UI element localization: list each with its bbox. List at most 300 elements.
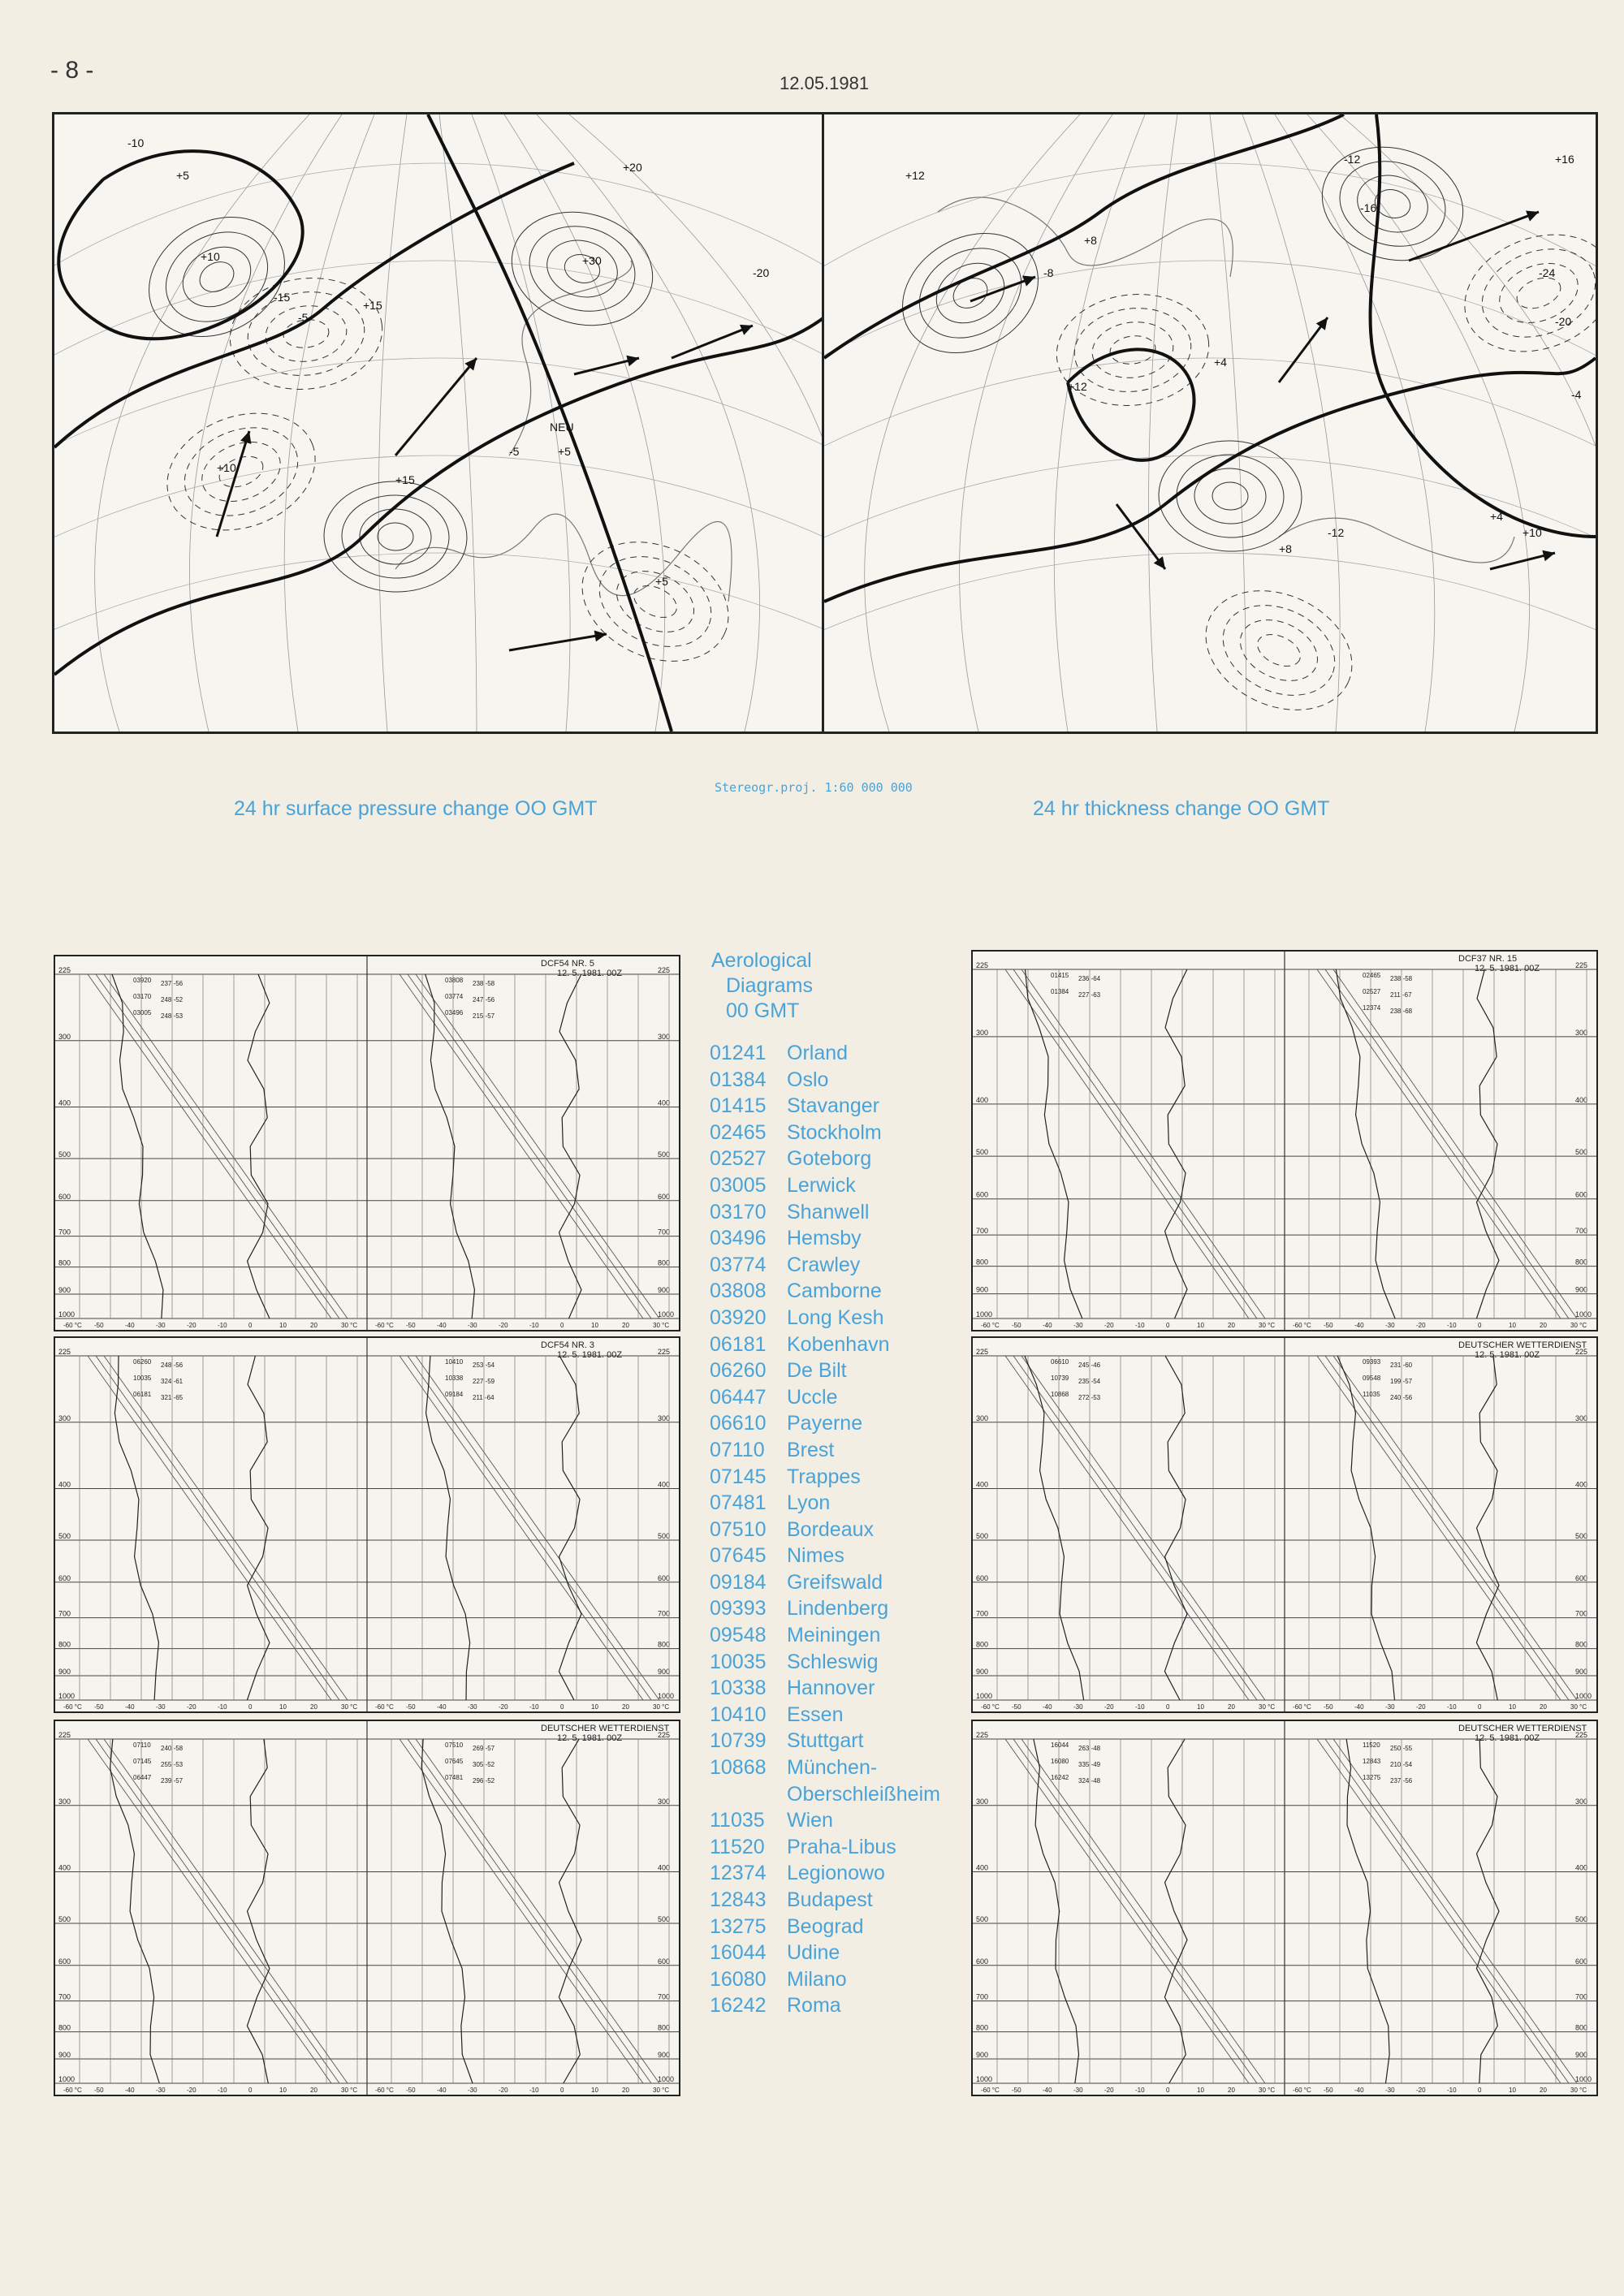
temperature-tick: -60 °C [981,1703,1000,1711]
parallel-line [54,163,824,732]
pressure-label-right: 600 [658,1573,671,1582]
station-name: Uccle [787,1385,838,1409]
pressure-label-right: 900 [658,2051,671,2060]
zero-isoline [1068,349,1194,460]
temperature-tick: 30 °C [341,1703,358,1711]
tropopause-value: 255 -53 [161,1761,184,1768]
temperature-tick: -50 [94,1703,104,1711]
pressure-label-left: 600 [58,1957,71,1966]
station-id: 07110 [133,1741,151,1749]
temperature-tick: -10 [1135,2087,1145,2094]
temperature-tick: -20 [187,1322,197,1329]
page-number: - 8 - [50,57,94,84]
pressure-label-right: 300 [658,1032,671,1041]
diagram-header: DCF54 NR. 5 [541,959,595,969]
pressure-label-left: 900 [58,1286,71,1295]
pressure-label-left: 300 [58,1797,71,1806]
isoline [563,520,748,684]
station-name: Payerne [787,1412,863,1435]
station-id: 01384 [1051,988,1069,995]
temperature-tick: 20 [1540,1322,1547,1329]
station-name: Lerwick [787,1173,856,1197]
station-id: 02465 [1363,972,1381,979]
temperature-tick: -30 [1073,2087,1083,2094]
tropopause-value: 238 -58 [1390,975,1413,982]
station-name: Beograd [787,1914,864,1938]
diagram-date: 12. 5. 1981. 00Z [1475,964,1540,973]
track-arrowhead [1316,317,1328,330]
pressure-label-right: 600 [1575,1957,1588,1966]
pressure-label-right: 900 [658,1668,671,1677]
station-row [710,1093,945,1120]
station-row [710,1357,945,1384]
tropopause-value: 250 -55 [1390,1745,1413,1752]
temperature-tick: -10 [1135,1703,1145,1711]
temperature-tick: 10 [1509,2087,1516,2094]
isoline-label: -20 [753,266,770,279]
aerological-diagram-1-graphic [55,956,679,1330]
station-id: 09393 [1363,1358,1381,1366]
station-legend [710,948,945,2019]
station-id: 03774 [445,993,464,1000]
station-code: 10739 [710,1729,767,1753]
temperature-tick: 30 °C [653,1703,670,1711]
station-row [710,1966,945,1993]
meridian-line [960,114,1112,732]
temperature-tick: 30 °C [341,2087,358,2094]
parallel-line [824,261,1596,732]
pressure-label-left: 600 [976,1957,989,1966]
tropopause-value: 245 -46 [1078,1362,1101,1369]
temperature-tick: 20 [1228,1703,1235,1711]
thickness-caption: 24 hr thickness change OO GMT [1033,797,1330,820]
pressure-label-right: 1000 [658,2075,675,2083]
station-name: Hemsby [787,1227,862,1250]
pressure-label-left: 900 [58,2051,71,2060]
station-id: 16044 [1051,1741,1069,1749]
temperature-tick: -10 [529,1703,539,1711]
station-code: 16080 [710,1967,767,1991]
station-code: 07481 [710,1491,767,1515]
temperature-tick: -60 °C [63,1322,82,1329]
isoline [585,539,726,663]
pressure-label-right: 500 [1575,1148,1588,1157]
zero-isoline [54,163,574,447]
pressure-label-right: 300 [658,1797,671,1806]
temperature-tick: -30 [156,1703,166,1711]
legend-title-line-1: Aerological [711,949,812,972]
tropopause-value: 238 -68 [1390,1008,1413,1015]
temperature-tick: 20 [310,2087,317,2094]
station-id: 03170 [133,993,152,1000]
pressure-label-right: 400 [658,1098,671,1107]
diagram-header: DEUTSCHER WETTERDIENST [541,1724,670,1733]
temperature-tick: -50 [1324,2087,1333,2094]
pressure-label-left: 600 [976,1190,989,1199]
tropopause-value: 269 -57 [473,1745,495,1752]
station-name: Budapest [787,1888,873,1911]
temperature-tick: 30 °C [341,1322,358,1329]
station-row [710,1860,945,1887]
station-row [710,1225,945,1252]
pressure-label-right: 600 [1575,1190,1588,1199]
parallel-line [54,553,824,732]
station-name: Stavanger [787,1094,879,1118]
temperature-tick: -20 [499,2087,508,2094]
temperature-tick: 30 °C [1570,1322,1587,1329]
station-name: Essen [787,1703,844,1726]
station-id: 10868 [1051,1391,1069,1398]
station-id: 01415 [1051,972,1069,979]
temperature-tick: 10 [1509,1703,1516,1711]
track-arrow [395,358,477,455]
temperature-tick: -20 [1416,2087,1426,2094]
station-name: Goteborg [787,1147,872,1171]
station-row [710,1754,945,1807]
pressure-label-right: 900 [658,1286,671,1295]
pressure-label-left: 1000 [976,1692,993,1700]
tropopause-value: 215 -57 [473,1012,495,1020]
isoline-label: +4 [1214,356,1227,369]
station-row [710,1067,945,1094]
pressure-label-right: 1000 [658,1310,675,1318]
station-code: 10035 [710,1650,767,1673]
isoline [1208,588,1350,712]
tropopause-value: 236 -64 [1078,975,1101,982]
temperature-tick: -60 °C [1293,2087,1311,2094]
isoline [172,412,311,532]
pressure-label-right: 900 [1575,1285,1588,1294]
temperature-tick: -10 [529,2087,539,2094]
temperature-tick: -20 [187,1703,197,1711]
isoline-label: +10 [201,250,220,263]
isoline-label: -16 [1360,201,1377,214]
station-name: Oslo [787,1068,829,1091]
temperature-tick: 0 [1478,2087,1482,2094]
isoline-label: +10 [217,461,236,474]
pressure-label-right: 400 [658,1863,671,1872]
zero-isoline [824,358,1596,602]
isoline-label: +20 [623,161,642,174]
station-row [710,1887,945,1914]
temperature-tick: 20 [1228,2087,1235,2094]
aerological-diagram-2-graphic [973,952,1596,1330]
station-name: Lyon [787,1491,831,1515]
station-name: Crawley [787,1253,861,1276]
station-code: 03774 [710,1253,767,1276]
temperature-tick: -50 [1012,1322,1021,1329]
station-id: 09548 [1363,1375,1381,1382]
pressure-label-left: 600 [58,1192,71,1201]
station-row [710,1199,945,1226]
temperature-tick: 30 °C [1570,2087,1587,2094]
isoline [1186,568,1371,732]
parallel-line [54,358,824,732]
station-id: 02527 [1363,988,1381,995]
temperature-tick: -60 °C [375,1703,394,1711]
station-id: 11035 [1363,1391,1380,1398]
isoline-label: +8 [1084,234,1097,247]
station-code: 10868 [710,1756,767,1780]
pressure-label-left: 700 [58,1609,71,1618]
temperature-tick: -40 [1043,1322,1052,1329]
pressure-label-left: 600 [976,1573,989,1582]
station-name: Wien [787,1809,833,1832]
pressure-label-left: 700 [976,1992,989,2001]
station-name: De Bilt [787,1359,847,1383]
station-id: 09184 [445,1391,464,1398]
track-arrow [509,634,607,650]
temperature-tick: -60 °C [375,2087,394,2094]
temperature-tick: -10 [1447,1703,1457,1711]
station-row [710,1437,945,1464]
station-name: Kobenhavn [787,1332,890,1356]
temperature-tick: -60 °C [375,1322,394,1329]
tropopause-value: 248 -56 [161,1362,184,1369]
diagram-date: 12. 5. 1981. 00Z [557,1350,623,1360]
pressure-label-left: 700 [58,1228,71,1236]
pressure-label-left: 800 [976,1640,989,1649]
tropopause-value: 210 -54 [1390,1761,1413,1768]
pressure-label-right: 500 [1575,1531,1588,1540]
meridian-line [1242,114,1340,732]
station-id: 13275 [1363,1774,1381,1781]
station-code: 06181 [710,1332,767,1356]
tropopause-value: 247 -56 [473,996,495,1003]
isoline [359,507,432,565]
station-code: 06610 [710,1412,767,1435]
pressure-label-right: 800 [1575,2023,1588,2032]
temperature-tick: -40 [1043,1703,1052,1711]
station-name: Stuttgart [787,1729,864,1753]
pressure-label-right: 800 [1575,1258,1588,1267]
station-name: Brest [787,1438,835,1461]
isoline-label: -15 [274,291,291,304]
temperature-tick: 20 [1540,2087,1547,2094]
temperature-tick: 0 [1166,1322,1170,1329]
temperature-tick: -10 [529,1322,539,1329]
temperature-tick: 0 [1166,2087,1170,2094]
parallel-line [824,358,1596,732]
tropopause-value: 324 -61 [161,1378,184,1385]
station-name: Greifswald [787,1570,883,1594]
pressure-label-left: 300 [976,1413,989,1422]
pressure-label-left: 1000 [58,2075,76,2083]
station-code: 01384 [710,1068,767,1091]
temperature-tick: 0 [248,1703,253,1711]
pressure-label-right: 900 [1575,2051,1588,2060]
pressure-label-left: 400 [976,1480,989,1489]
pressure-label-left: 225 [58,1731,71,1739]
aerological-diagram-6-graphic [973,1721,1596,2095]
station-code: 10410 [710,1703,767,1726]
pressure-label-right: 1000 [1575,1692,1592,1700]
meridian-line [439,114,477,732]
station-name: Roma [787,1994,841,2018]
tropopause-value: 248 -52 [161,996,184,1003]
station-row [710,1146,945,1172]
station-id: 12843 [1363,1758,1381,1765]
station-code: 07510 [710,1517,767,1541]
pressure-label-left: 225 [58,1348,71,1356]
pressure-label-right: 500 [658,1531,671,1540]
thickness-map [822,112,1598,734]
temperature-tick: 20 [1540,1703,1547,1711]
station-code: 03808 [710,1280,767,1303]
station-code: 01241 [710,1042,767,1064]
meridian-line [189,114,342,732]
station-id: 06260 [133,1358,152,1366]
pressure-label-left: 400 [58,1863,71,1872]
temperature-tick: 0 [248,2087,253,2094]
station-row [710,1278,945,1305]
temperature-tick: 0 [1166,1703,1170,1711]
temperature-tick: -50 [1324,1322,1333,1329]
track-arrowhead [1154,556,1165,569]
aerological-diagram-1 [54,955,680,1331]
station-name: München- Oberschleißheim [787,1754,945,1807]
station-code: 06447 [710,1385,767,1409]
station-code: 16242 [710,1994,767,2018]
station-code: 02465 [710,1120,767,1144]
pressure-label-left: 1000 [58,1692,76,1700]
isoline [1252,628,1305,672]
tropopause-value: 240 -56 [1390,1394,1413,1401]
station-name: Schleswig [787,1650,879,1673]
isoline-label: +4 [1490,510,1503,523]
temperature-tick: -30 [1385,1322,1395,1329]
station-code: 03005 [710,1173,767,1197]
isoline [172,235,261,319]
tropopause-value: 248 -53 [161,1012,184,1020]
isoline-label: -12 [1344,153,1361,166]
pressure-label-left: 800 [58,2023,71,2032]
station-row [710,1410,945,1437]
isoline [499,196,667,341]
pressure-label-left: 800 [58,1640,71,1649]
temperature-tick: -40 [1354,2087,1364,2094]
pressure-label-right: 700 [1575,1992,1588,2001]
tropopause-value: 235 -54 [1078,1378,1101,1385]
aerological-diagram-6 [971,1720,1598,2096]
station-id: 12374 [1363,1004,1381,1012]
station-row [710,1595,945,1622]
temperature-tick: 0 [248,1322,253,1329]
isoline [322,479,469,594]
station-id: 16080 [1051,1758,1069,1765]
temperature-tick: -40 [437,2087,447,2094]
temperature-tick: -60 °C [63,1703,82,1711]
surface-pressure-caption: 24 hr surface pressure change OO GMT [234,797,598,820]
temperature-tick: -30 [156,1322,166,1329]
temperature-tick: -40 [1354,1703,1364,1711]
station-code: 07645 [710,1544,767,1568]
pressure-label-left: 800 [976,1258,989,1267]
station-row [710,1728,945,1754]
temperature-tick: -40 [1354,1322,1364,1329]
temperature-tick: -60 °C [981,1322,1000,1329]
zero-isoline [54,317,824,675]
pressure-label-right: 300 [658,1413,671,1422]
station-row [710,1040,945,1067]
tropopause-value: 240 -58 [161,1745,184,1752]
temperature-tick: -10 [1447,2087,1457,2094]
tropopause-value: 335 -49 [1078,1761,1101,1768]
station-code: 13275 [710,1914,767,1938]
parallel-line [824,553,1596,732]
track-arrow [1409,212,1539,261]
pressure-label-right: 800 [658,1258,671,1267]
station-name: Nimes [787,1544,844,1568]
pressure-label-right: 800 [658,2023,671,2032]
pressure-label-left: 900 [976,1668,989,1677]
station-code: 09393 [710,1597,767,1621]
station-row [710,1940,945,1966]
station-code: 09548 [710,1624,767,1647]
pressure-label-left: 700 [976,1609,989,1618]
pressure-label-right: 900 [1575,1668,1588,1677]
temperature-tick: 10 [1197,2087,1204,2094]
temperature-tick: 20 [622,2087,629,2094]
pressure-label-right: 1000 [1575,2075,1592,2083]
station-name: Trappes [787,1465,861,1488]
temperature-tick: -40 [125,1703,135,1711]
pressure-label-right: 500 [658,1150,671,1159]
tropopause-value: 227 -63 [1078,991,1101,999]
pressure-label-right: 225 [658,966,671,974]
isoline [1212,481,1248,511]
station-row [710,1649,945,1676]
isoline-label: -10 [127,136,145,149]
pressure-label-right: 225 [658,1348,671,1356]
pressure-label-right: 500 [1575,1914,1588,1923]
thickness-map-graphic [824,114,1596,732]
temperature-tick: -30 [468,1322,477,1329]
station-code: 03920 [710,1306,767,1329]
aerological-diagram-3-graphic [55,1338,679,1711]
diagram-header: DCF54 NR. 3 [541,1340,595,1350]
station-row [710,1543,945,1569]
station-row [710,1702,945,1728]
date: 12.05.1981 [780,73,870,93]
temperature-tick: 0 [1478,1322,1482,1329]
station-row [710,1569,945,1596]
temperature-tick: -20 [1104,2087,1114,2094]
pressure-label-right: 225 [658,1731,671,1739]
temperature-tick: -40 [125,2087,135,2094]
temperature-tick: -50 [406,2087,416,2094]
temperature-tick: -20 [1104,1322,1114,1329]
tropopause-value: 239 -57 [161,1777,184,1785]
pressure-label-right: 225 [1575,961,1588,969]
pressure-label-left: 600 [58,1573,71,1582]
meridian-line [1275,114,1435,732]
pressure-label-right: 700 [658,1609,671,1618]
pressure-label-left: 300 [58,1032,71,1041]
station-code: 11520 [710,1835,765,1858]
pressure-label-left: 500 [976,1148,989,1157]
temperature-tick: 0 [560,1703,564,1711]
temperature-tick: 0 [560,2087,564,2094]
temperature-tick: -20 [1416,1703,1426,1711]
station-row [710,1252,945,1279]
parallel-line [824,455,1596,732]
isoline-label: NEU [550,421,574,434]
pressure-label-left: 900 [976,2051,989,2060]
temperature-tick: 10 [591,1703,598,1711]
temperature-tick: 10 [1197,1322,1204,1329]
pressure-label-left: 500 [58,1914,71,1923]
